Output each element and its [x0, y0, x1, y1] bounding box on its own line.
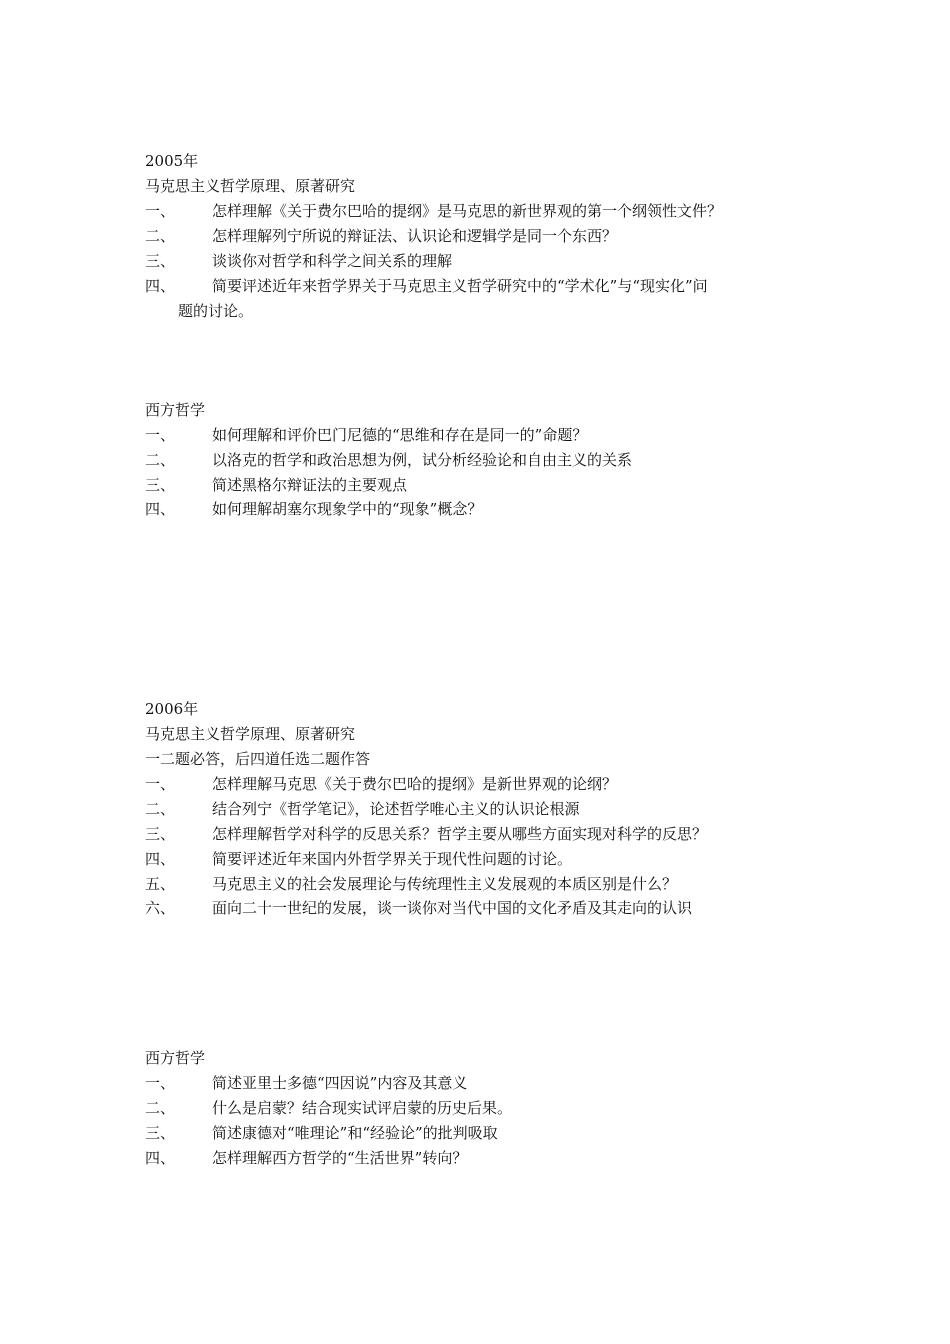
question-item — [145, 824, 707, 844]
section-title-western-2006: 西方哲学 — [145, 1049, 206, 1067]
question-text: 怎样理解哲学对科学的反思关系？哲学主要从哪些方面实现对科学的反思？ — [212, 825, 708, 843]
section-title-western-2005: 西方哲学 — [145, 401, 206, 419]
question-number: 一、 — [145, 202, 176, 220]
question-number: 一、 — [145, 1074, 176, 1092]
question-item — [145, 226, 617, 246]
question-text: 面向二十一世纪的发展，谈一谈你对当代中国的文化矛盾及其走向的认识 — [212, 899, 693, 917]
question-number: 一、 — [145, 775, 176, 793]
question-item — [145, 1148, 467, 1168]
question-text: 怎样理解列宁所说的辩证法、认识论和逻辑学是同一个东西？ — [212, 227, 618, 245]
question-item — [145, 276, 708, 296]
question-item — [145, 874, 677, 894]
question-item — [145, 475, 407, 495]
question-number: 二、 — [145, 227, 176, 245]
question-number: 二、 — [145, 800, 176, 818]
question-item — [145, 799, 580, 819]
question-text: 怎样理解西方哲学的“生活世界”转向？ — [212, 1149, 468, 1167]
question-number: 五、 — [145, 875, 176, 893]
question-number: 三、 — [145, 825, 176, 843]
question-text: 结合列宁《哲学笔记》，论述哲学唯心主义的认识论根源 — [212, 800, 580, 818]
question-item — [145, 898, 692, 918]
question-text: 以洛克的哲学和政治思想为例，试分析经验论和自由主义的关系 — [212, 451, 633, 469]
question-item — [145, 425, 587, 445]
question-text: 什么是启蒙？结合现实试评启蒙的历史后果。 — [212, 1099, 513, 1117]
question-item — [145, 450, 632, 470]
question-item — [145, 1098, 512, 1118]
question-text: 怎样理解《关于费尔巴哈的提纲》是马克思的新世界观的第一个纲领性文件？ — [212, 202, 723, 220]
question-number: 六、 — [145, 899, 176, 917]
question-text: 怎样理解马克思《关于费尔巴哈的提纲》是新世界观的论纲？ — [212, 775, 618, 793]
question-number: 二、 — [145, 1099, 176, 1117]
question-number: 三、 — [145, 1124, 176, 1142]
year-heading-2006: 2006年 — [145, 700, 199, 718]
question-item — [145, 251, 452, 271]
question-number: 三、 — [145, 252, 176, 270]
question-item — [145, 201, 722, 221]
question-item — [145, 774, 617, 794]
question-text: 简要评述近年来哲学界关于马克思主义哲学研究中的“学术化”与“现实化”问 — [212, 277, 708, 295]
question-number: 四、 — [145, 500, 176, 518]
question-text: 如何理解和评价巴门尼德的“思维和存在是同一的”命题？ — [212, 426, 588, 444]
question-number: 三、 — [145, 476, 176, 494]
section-title-marx-2006: 马克思主义哲学原理、原著研究 — [145, 725, 356, 743]
question-text: 如何理解胡塞尔现象学中的“现象”概念？ — [212, 500, 483, 518]
question-text: 简要评述近年来国内外哲学界关于现代性问题的讨论。 — [212, 850, 573, 868]
question-text: 谈谈你对哲学和科学之间关系的理解 — [212, 252, 453, 270]
question-number: 四、 — [145, 1149, 176, 1167]
question-text: 简述黑格尔辩证法的主要观点 — [212, 476, 408, 494]
question-text: 简述亚里士多德“四因说”内容及其意义 — [212, 1074, 468, 1092]
question-number: 一、 — [145, 426, 176, 444]
question-item — [145, 499, 482, 519]
instruction-note: 一二题必答，后四道任选二题作答 — [145, 750, 371, 768]
question-text: 简述康德对“唯理论”和“经验论”的批判吸取 — [212, 1124, 498, 1142]
question-text-continuation: 题的讨论。 — [178, 302, 254, 320]
question-item — [145, 849, 572, 869]
year-heading-2005: 2005年 — [145, 152, 199, 170]
section-title-marx-2005: 马克思主义哲学原理、原著研究 — [145, 177, 356, 195]
question-item — [145, 1123, 498, 1143]
question-number: 二、 — [145, 451, 176, 469]
question-item — [145, 1073, 467, 1093]
question-number: 四、 — [145, 850, 176, 868]
question-number: 四、 — [145, 277, 176, 295]
question-text: 马克思主义的社会发展理论与传统理性主义发展观的本质区别是什么？ — [212, 875, 678, 893]
